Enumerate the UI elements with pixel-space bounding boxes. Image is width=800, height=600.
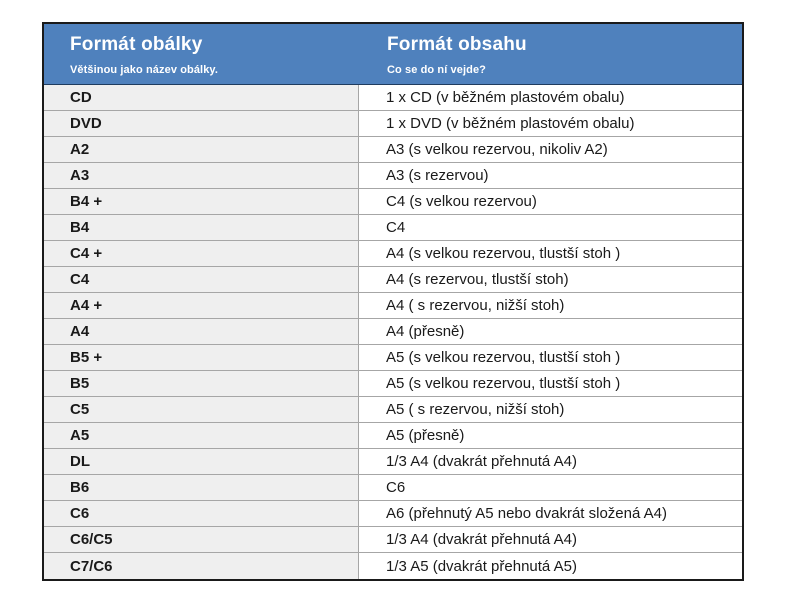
- table-row: [44, 371, 742, 397]
- content-format-cell: A4 (s rezervou, tlustší stoh): [359, 267, 742, 292]
- envelope-format-cell: C7/C6: [44, 553, 359, 579]
- content-format-cell: A4 (přesně): [359, 319, 742, 344]
- content-format-column-title: Formát obsahu: [387, 34, 527, 55]
- table-row: [44, 319, 742, 345]
- table-row: [44, 85, 742, 111]
- table-row: [44, 111, 742, 137]
- header-cell-envelope-format: [44, 24, 359, 84]
- envelope-format-cell: CD: [44, 85, 359, 110]
- content-format-cell: 1/3 A4 (dvakrát přehnutá A4): [359, 527, 742, 552]
- envelope-format-cell: C4 +: [44, 241, 359, 266]
- content-format-cell: A3 (s rezervou): [359, 163, 742, 188]
- table-row: [44, 449, 742, 475]
- envelope-format-cell: C5: [44, 397, 359, 422]
- envelope-format-cell: A2: [44, 137, 359, 162]
- envelope-format-cell: A5: [44, 423, 359, 448]
- content-format-cell: 1/3 A4 (dvakrát přehnutá A4): [359, 449, 742, 474]
- content-format-cell: A3 (s velkou rezervou, nikoliv A2): [359, 137, 742, 162]
- envelope-format-cell: B6: [44, 475, 359, 500]
- envelope-format-cell: B4: [44, 215, 359, 240]
- envelope-format-cell: C6/C5: [44, 527, 359, 552]
- content-format-cell: C4 (s velkou rezervou): [359, 189, 742, 214]
- envelope-format-cell: B5 +: [44, 345, 359, 370]
- envelope-format-cell: B5: [44, 371, 359, 396]
- content-format-column-subtitle: Co se do ní vejde?: [387, 64, 486, 76]
- table-row: [44, 293, 742, 319]
- content-format-cell: 1 x CD (v běžném plastovém obalu): [359, 85, 742, 110]
- content-format-cell: A5 (přesně): [359, 423, 742, 448]
- envelope-format-cell: C6: [44, 501, 359, 526]
- content-format-cell: A4 ( s rezervou, nižší stoh): [359, 293, 742, 318]
- envelope-format-column-subtitle: Většinou jako název obálky.: [70, 64, 218, 76]
- envelope-format-cell: A4 +: [44, 293, 359, 318]
- table-row: [44, 267, 742, 293]
- envelope-format-cell: DL: [44, 449, 359, 474]
- content-format-cell: A5 (s velkou rezervou, tlustší stoh ): [359, 371, 742, 396]
- table-row: [44, 423, 742, 449]
- table-header: [44, 24, 742, 85]
- table-row: [44, 501, 742, 527]
- content-format-cell: A5 ( s rezervou, nižší stoh): [359, 397, 742, 422]
- table-row: [44, 553, 742, 579]
- content-format-cell: A5 (s velkou rezervou, tlustší stoh ): [359, 345, 742, 370]
- envelope-format-cell: B4 +: [44, 189, 359, 214]
- envelope-format-cell: A4: [44, 319, 359, 344]
- content-format-cell: A6 (přehnutý A5 nebo dvakrát složená A4): [359, 501, 742, 526]
- table-row: [44, 189, 742, 215]
- table-row: [44, 527, 742, 553]
- envelope-format-table: [42, 22, 744, 581]
- envelope-format-column-title: Formát obálky: [70, 34, 203, 55]
- envelope-format-cell: DVD: [44, 111, 359, 136]
- header-cell-content-format: [359, 24, 742, 84]
- content-format-cell: A4 (s velkou rezervou, tlustší stoh ): [359, 241, 742, 266]
- content-format-cell: C4: [359, 215, 742, 240]
- table-row: [44, 475, 742, 501]
- table-row: [44, 345, 742, 371]
- table-row: [44, 163, 742, 189]
- content-format-cell: 1/3 A5 (dvakrát přehnutá A5): [359, 553, 742, 579]
- table-row: [44, 137, 742, 163]
- table-row: [44, 215, 742, 241]
- table-body: [44, 85, 742, 579]
- table-row: [44, 397, 742, 423]
- content-format-cell: C6: [359, 475, 742, 500]
- table-row: [44, 241, 742, 267]
- envelope-format-cell: C4: [44, 267, 359, 292]
- envelope-format-cell: A3: [44, 163, 359, 188]
- content-format-cell: 1 x DVD (v běžném plastovém obalu): [359, 111, 742, 136]
